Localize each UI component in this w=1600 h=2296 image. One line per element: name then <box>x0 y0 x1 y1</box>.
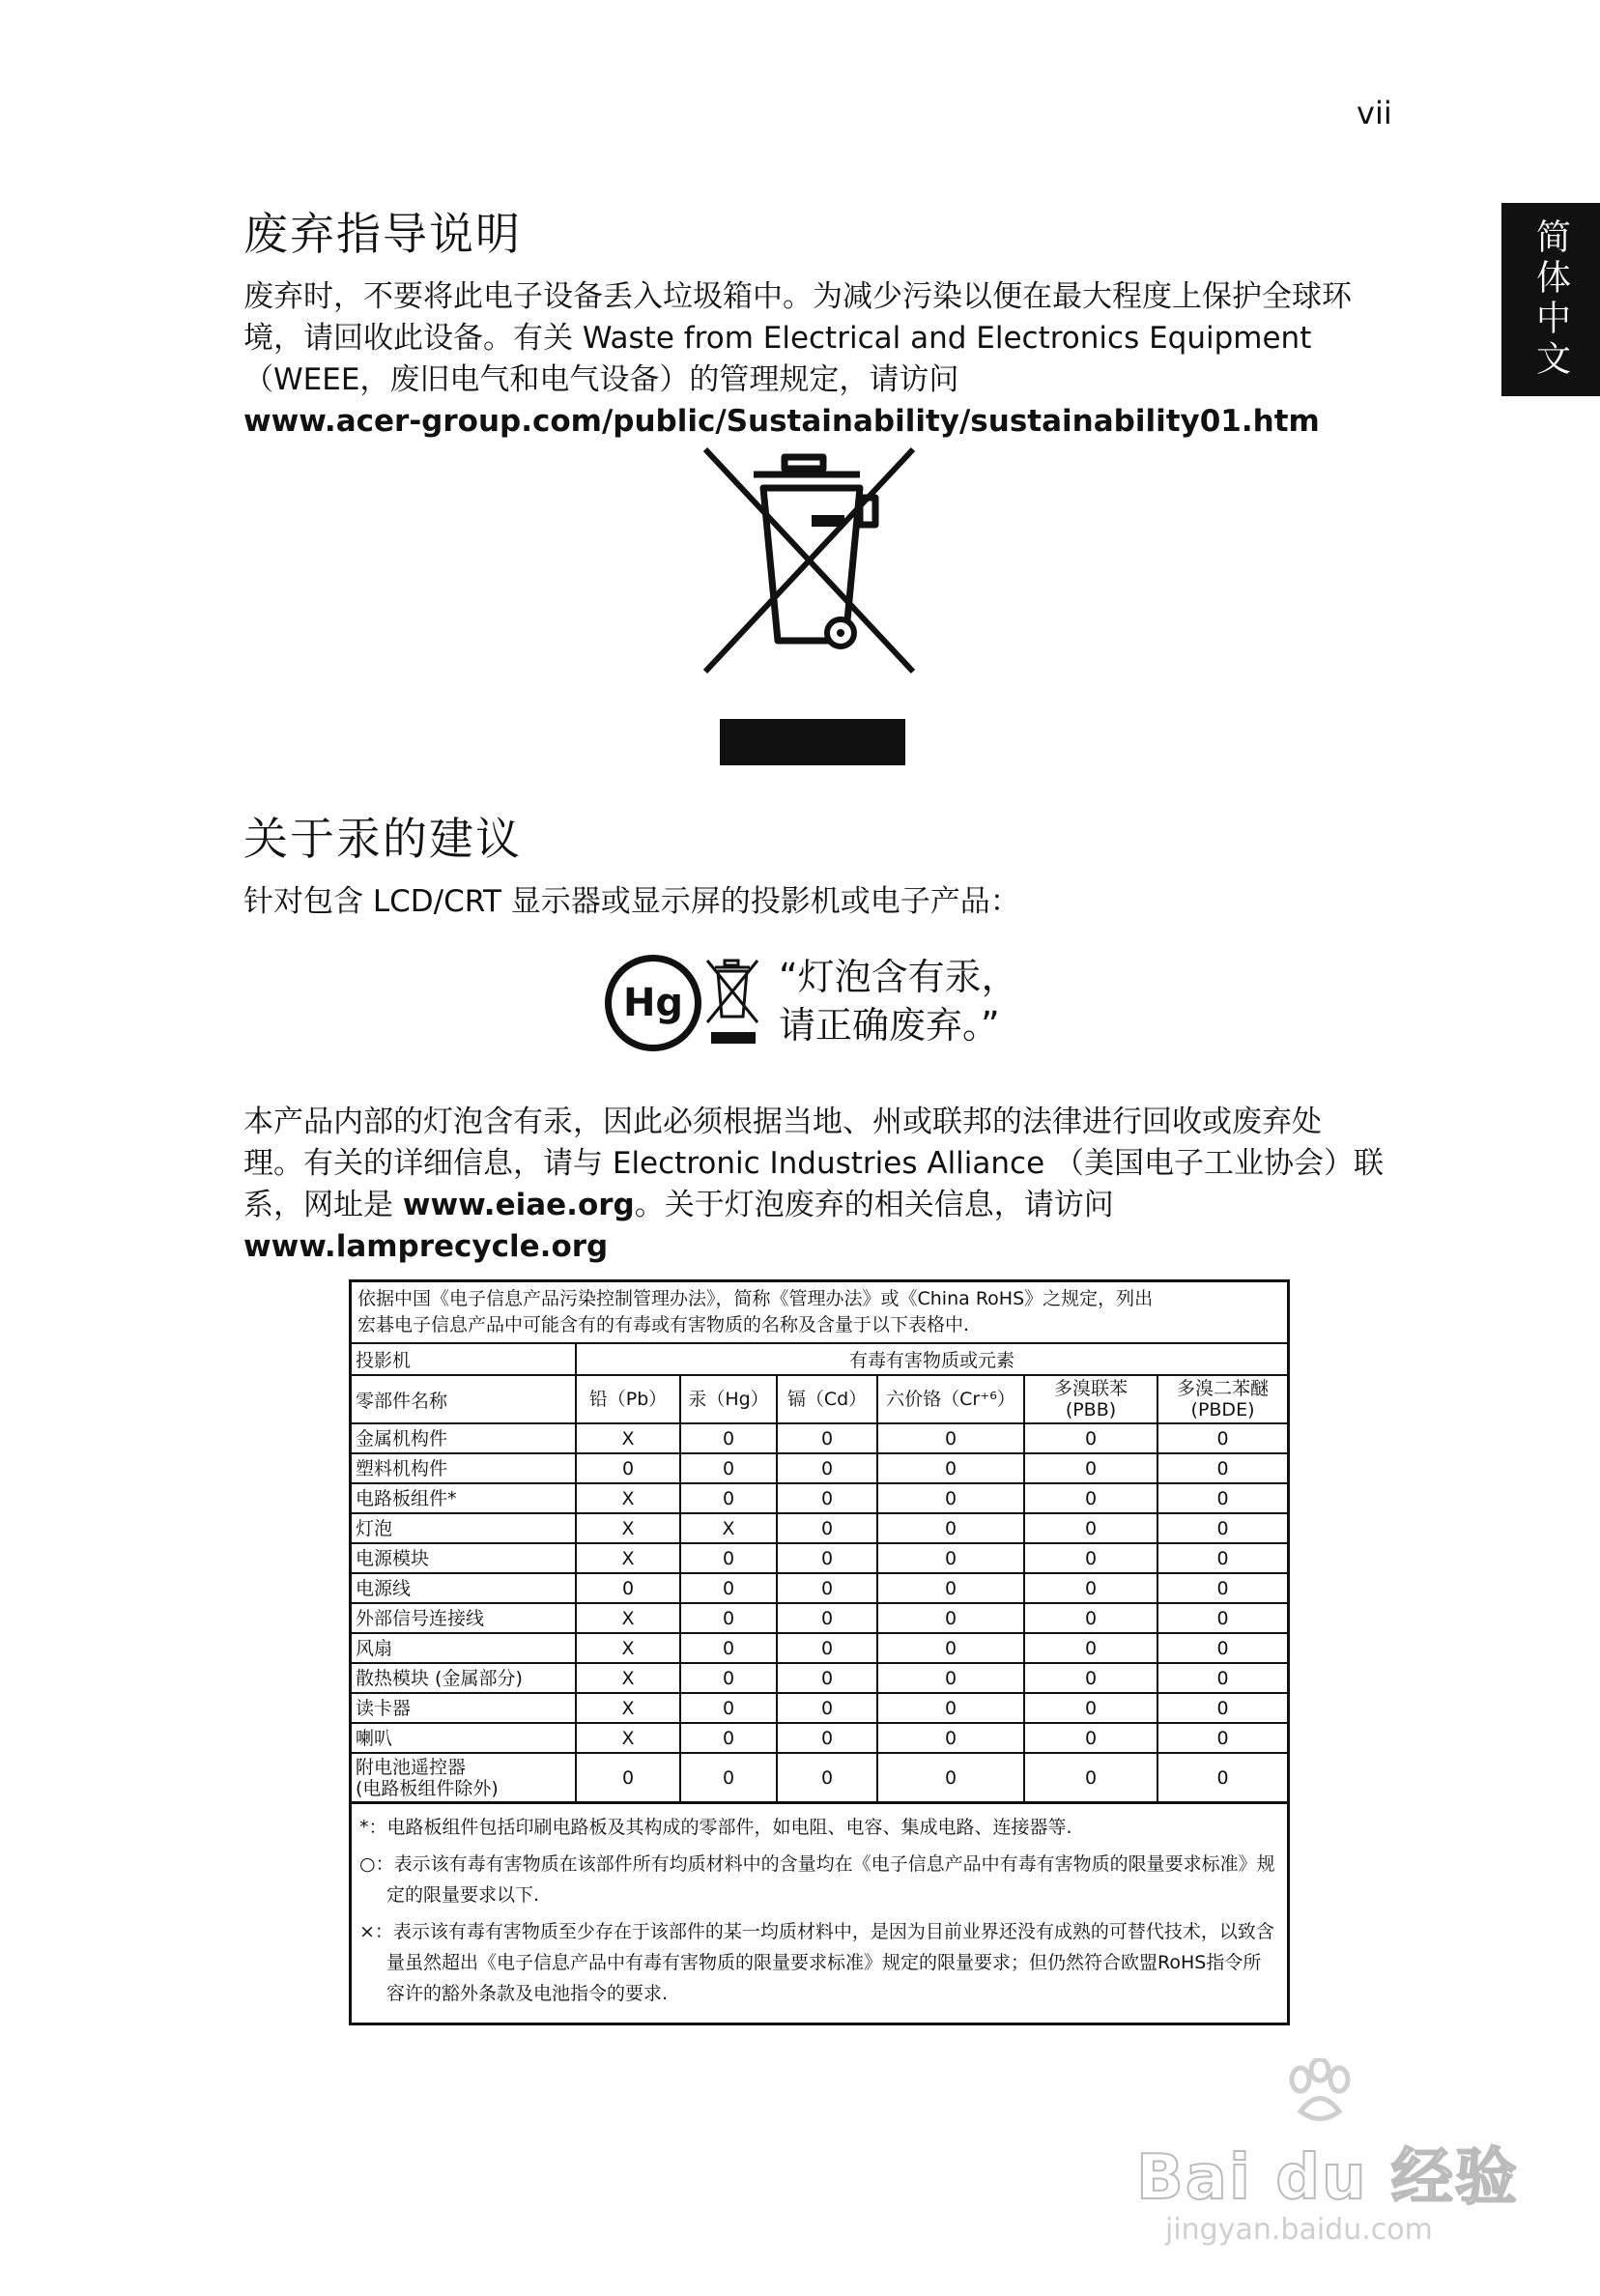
substance-value-cell: 0 <box>1024 1543 1157 1573</box>
rohs-intro-line-1: 依据中国《电子信息产品污染控制管理办法》，简称《管理办法》或《China RoHS》之规定，列出 <box>357 1288 1154 1309</box>
substance-value-cell: 0 <box>680 1543 777 1573</box>
substance-value-cell: 0 <box>877 1723 1024 1753</box>
disposal-line-3: （WEEE，废旧电气和电气设备）的管理规定，请访问 <box>243 362 959 397</box>
substances-header: 有毒有害物质或元素 <box>576 1344 1287 1375</box>
substance-value-cell: 0 <box>680 1693 777 1723</box>
substance-value-cell: 0 <box>877 1453 1024 1483</box>
language-tab <box>1501 203 1600 396</box>
substance-value-cell: 0 <box>777 1753 877 1801</box>
part-name-cell: 金属机构件 <box>352 1423 576 1453</box>
substance-value-cell: 0 <box>777 1423 877 1453</box>
substance-value-cell: X <box>576 1513 680 1543</box>
substance-value-cell: 0 <box>680 1753 777 1801</box>
rohs-table <box>352 1344 1287 1801</box>
paw-watermark-icon <box>1281 2058 1358 2126</box>
table-row <box>352 1693 1287 1723</box>
substance-value-cell: X <box>576 1723 680 1753</box>
substance-value-cell: 0 <box>1157 1633 1287 1663</box>
part-name-cell: 散热模块 (金属部分) <box>352 1663 576 1693</box>
substance-value-cell: X <box>576 1663 680 1693</box>
substance-value-cell: 0 <box>1157 1663 1287 1693</box>
substance-value-cell: 0 <box>1157 1603 1287 1633</box>
substance-value-cell: 0 <box>1024 1453 1157 1483</box>
substance-value-cell: X <box>576 1633 680 1663</box>
mercury-line-3 <box>243 1185 1403 1226</box>
product-label: 投影机 <box>352 1344 576 1375</box>
section-title-mercury: 关于汞的建议 <box>243 813 522 865</box>
substance-value-cell: 0 <box>576 1573 680 1603</box>
substance-value-cell: 0 <box>777 1693 877 1723</box>
hg-mercury-icon <box>605 955 701 1051</box>
substance-value-cell: 0 <box>777 1453 877 1483</box>
baidu-watermark <box>1136 2058 1523 2252</box>
substance-value-cell: 0 <box>1157 1573 1287 1603</box>
substance-value-cell: 0 <box>777 1723 877 1753</box>
rohs-intro-line-2: 宏碁电子信息产品中可能含有的有毒或有害物质的名称及含量于以下表格中. <box>357 1314 970 1335</box>
part-name-cell: 电路板组件* <box>352 1483 576 1513</box>
substance-column-header: 汞（Hg） <box>680 1375 777 1423</box>
acer-sustainability-link[interactable]: www.acer-group.com/public/Sustainability/sustainability01.htm <box>243 404 1320 439</box>
mercury-paragraph <box>243 1102 1403 1268</box>
disposal-paragraph <box>243 276 1403 443</box>
substance-value-cell: X <box>576 1423 680 1453</box>
substance-value-cell: 0 <box>1024 1753 1157 1801</box>
disposal-line-1: 废弃时，不要将此电子设备丢入垃圾箱中。为减少污染以便在最大程度上保护全球环 <box>243 279 1352 314</box>
substance-value-cell: 0 <box>680 1603 777 1633</box>
watermark-url: jingyan.baidu.com <box>1165 2213 1433 2247</box>
mercury-line-3-suffix: 。关于灯泡废弃的相关信息，请访问 <box>634 1188 1114 1222</box>
language-tab-label: 简体中文 <box>1530 218 1571 381</box>
substance-value-cell: X <box>680 1513 777 1543</box>
substance-value-cell: 0 <box>1024 1513 1157 1543</box>
substance-value-cell: 0 <box>1157 1453 1287 1483</box>
part-name-cell: 附电池遥控器 (电路板组件除外) <box>352 1753 576 1801</box>
mercury-line-3-prefix: 系，网址是 <box>243 1188 403 1222</box>
substance-value-cell: X <box>576 1693 680 1723</box>
substance-value-cell: 0 <box>777 1513 877 1543</box>
table-row <box>352 1753 1287 1801</box>
substance-value-cell: 0 <box>1024 1693 1157 1723</box>
substance-column-header: 多溴联苯 (PBB) <box>1024 1375 1157 1423</box>
table-row <box>352 1423 1287 1453</box>
substance-value-cell: 0 <box>777 1543 877 1573</box>
substance-value-cell: 0 <box>777 1633 877 1663</box>
substance-value-cell: 0 <box>576 1453 680 1483</box>
substance-value-cell: 0 <box>877 1663 1024 1693</box>
substance-value-cell: 0 <box>877 1423 1024 1453</box>
substance-value-cell: 0 <box>877 1633 1024 1663</box>
substance-value-cell: 0 <box>1157 1723 1287 1753</box>
mercury-line-2: 理。有关的详细信息，请与 Electronic Industries Alliance （美国电子工业协会）联 <box>243 1146 1385 1181</box>
watermark-brand: Bai du 经验 <box>1136 2142 1519 2214</box>
substance-value-cell: 0 <box>1024 1663 1157 1693</box>
hg-label: Hg <box>622 981 684 1025</box>
part-name-cell: 塑料机构件 <box>352 1453 576 1483</box>
rohs-notes <box>352 1801 1287 2023</box>
substance-value-cell: 0 <box>777 1603 877 1633</box>
rohs-table-intro <box>352 1282 1287 1344</box>
substance-value-cell: 0 <box>1024 1603 1157 1633</box>
mercury-intro: 针对包含 LCD/CRT 显示器或显示屏的投影机或电子产品： <box>243 884 1020 919</box>
substance-value-cell: 0 <box>680 1453 777 1483</box>
small-weee-bin-icon <box>703 957 761 1044</box>
substance-value-cell: 0 <box>680 1723 777 1753</box>
substance-value-cell: 0 <box>1157 1753 1287 1801</box>
substance-value-cell: 0 <box>877 1483 1024 1513</box>
part-name-cell: 电源模块 <box>352 1543 576 1573</box>
substance-value-cell: 0 <box>1157 1693 1287 1723</box>
part-name-cell: 喇叭 <box>352 1723 576 1753</box>
table-row <box>352 1573 1287 1603</box>
substance-value-cell: 0 <box>877 1693 1024 1723</box>
substance-value-cell: 0 <box>680 1663 777 1693</box>
substance-value-cell: 0 <box>680 1633 777 1663</box>
substance-value-cell: 0 <box>877 1513 1024 1543</box>
table-row <box>352 1723 1287 1753</box>
table-row <box>352 1663 1287 1693</box>
substance-value-cell: 0 <box>1157 1543 1287 1573</box>
lamprecycle-link[interactable]: www.lamprecycle.org <box>243 1229 609 1264</box>
substance-value-cell: 0 <box>680 1573 777 1603</box>
substance-value-cell: X <box>576 1543 680 1573</box>
substance-value-cell: 0 <box>1024 1423 1157 1453</box>
substance-value-cell: 0 <box>1024 1633 1157 1663</box>
table-row <box>352 1453 1287 1483</box>
quote-line-2: 请正确废弃。” <box>779 1004 1000 1047</box>
page-number: vii <box>1357 95 1392 131</box>
substance-value-cell: X <box>576 1483 680 1513</box>
part-name-cell: 电源线 <box>352 1573 576 1603</box>
quote-line-1: “灯泡含有汞， <box>779 956 1018 998</box>
substance-value-cell: 0 <box>1157 1513 1287 1543</box>
table-row <box>352 1543 1287 1573</box>
substance-column-header: 镉（Cd） <box>777 1375 877 1423</box>
note-circle: ○：表示该有毒有害物质在该部件所有均质材料中的含量均在《电子信息产品中有毒有害物质的限量要求标准》规定的限量要求以下. <box>359 1853 1275 1906</box>
table-row <box>352 1603 1287 1633</box>
eiae-link[interactable]: www.eiae.org <box>402 1188 635 1222</box>
section-title-disposal: 废弃指导说明 <box>243 208 522 260</box>
substance-value-cell: 0 <box>1157 1483 1287 1513</box>
note-cross: ×：表示该有毒有害物质至少存在于该部件的某一均质材料中，是因为目前业界还没有成熟的可替代技术，以致含量虽然超出《电子信息产品中有毒有害物质的限量要求标准》规定的限量要求；但仍然符合欧盟RoHS指令所容许的豁外条款及电池指令的要求. <box>359 1921 1274 2004</box>
part-name-header: 零部件名称 <box>352 1375 576 1423</box>
substance-value-cell: 0 <box>877 1543 1024 1573</box>
substance-value-cell: 0 <box>1024 1573 1157 1603</box>
substance-column-header: 多溴二苯醚 (PBDE) <box>1157 1375 1287 1423</box>
mercury-warning-quote <box>779 953 1018 1049</box>
note-asterisk: *：电路板组件包括印刷电路板及其构成的零部件，如电阻、电容、集成电路、连接器等. <box>359 1817 1072 1838</box>
substance-value-cell: 0 <box>576 1753 680 1801</box>
substance-value-cell: 0 <box>777 1483 877 1513</box>
substance-value-cell: 0 <box>777 1663 877 1693</box>
substance-value-cell: 0 <box>680 1423 777 1453</box>
substance-value-cell: X <box>576 1603 680 1633</box>
substance-value-cell: 0 <box>1024 1483 1157 1513</box>
weee-black-bar <box>720 719 905 765</box>
substance-value-cell: 0 <box>777 1573 877 1603</box>
substance-value-cell: 0 <box>877 1753 1024 1801</box>
part-name-cell: 灯泡 <box>352 1513 576 1543</box>
disposal-line-2: 境，请回收此设备。有关 Waste from Electrical and Electronics Equipment <box>243 321 1312 356</box>
substance-value-cell: 0 <box>877 1573 1024 1603</box>
rohs-table-box <box>349 1279 1290 2025</box>
table-row <box>352 1633 1287 1663</box>
substance-value-cell: 0 <box>1157 1423 1287 1453</box>
mercury-line-1: 本产品内部的灯泡含有汞，因此必须根据当地、州或联邦的法律进行回收或废弃处 <box>243 1105 1322 1139</box>
table-row <box>352 1483 1287 1513</box>
substance-value-cell: 0 <box>1024 1723 1157 1753</box>
substance-column-header: 铅（Pb） <box>576 1375 680 1423</box>
substance-column-header: 六价铬（Cr⁺⁶） <box>877 1375 1024 1423</box>
part-name-cell: 读卡器 <box>352 1693 576 1723</box>
part-name-cell: 外部信号连接线 <box>352 1603 576 1633</box>
weee-crossed-bin-icon <box>696 440 928 681</box>
table-row <box>352 1513 1287 1543</box>
substance-value-cell: 0 <box>877 1603 1024 1633</box>
substance-value-cell: 0 <box>680 1483 777 1513</box>
part-name-cell: 风扇 <box>352 1633 576 1663</box>
